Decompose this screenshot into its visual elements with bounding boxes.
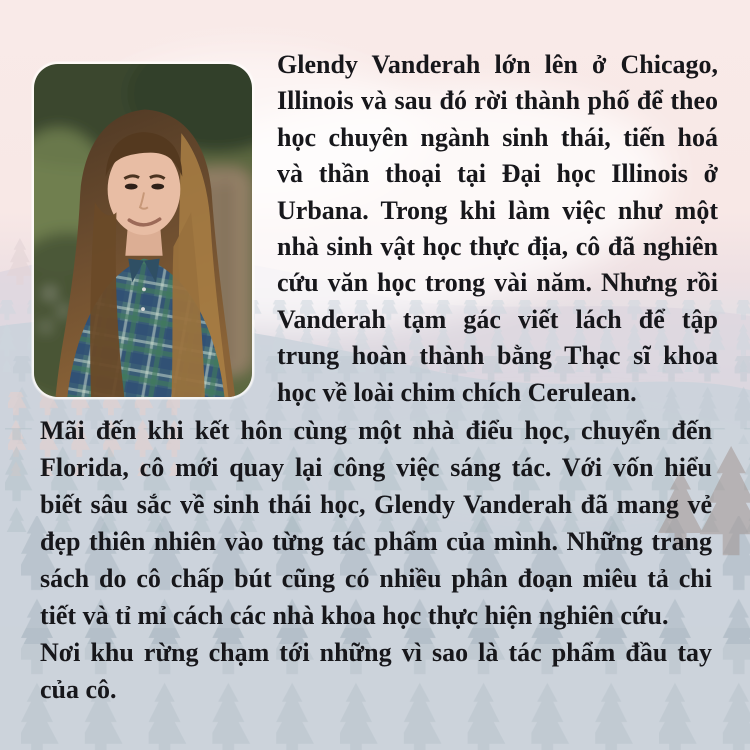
bio-text-line: Urbana. Trong khi làm việc như một (277, 195, 718, 225)
bio-text-line: Vanderah tạm gác viết lách để tập (277, 304, 718, 334)
eye-right (151, 184, 164, 190)
bio-text-line: Glendy Vanderah lớn lên ở Chicago, (277, 50, 718, 79)
bio-text-line: học về loài chim chích Cerulean. (277, 377, 637, 407)
bio-text-line: tiết và tỉ mỉ cách các nhà khoa học thực hiện nghiên cứu. (40, 601, 669, 630)
bio-text-line: và thần thoại tại Đại học Illinois ở (277, 159, 718, 189)
eye-left (125, 184, 138, 190)
author-portrait-illustration (34, 64, 252, 397)
bio-text-line: của cô. (40, 675, 117, 704)
bio-text-line: Illinois và sau đó rời thành phố để theo (277, 86, 718, 116)
bio-text-line: Mãi đến khi kết hôn cùng một nhà điểu học, chuyển đến (40, 416, 712, 445)
bio-right-column (277, 47, 718, 411)
bio-text-line: Florida, cô mới quay lại công việc sáng tác. Với vốn hiểu (40, 453, 712, 482)
bio-text-line: Nơi khu rừng chạm tới những vì sao là tác phẩm đầu tay (40, 638, 712, 667)
bio-text-line: học chuyên ngành sinh thái, tiến hoá (277, 122, 718, 152)
bio-text-line: sách do cô chấp bút cũng có nhiều phân đoạn miêu tả chi (40, 564, 712, 593)
bio-text-line: cứu văn học trong vài năm. Nhưng rồi (277, 268, 718, 298)
bio-text-line: trung hoàn thành bằng Thạc sĩ khoa (277, 341, 718, 371)
author-photo (32, 62, 254, 399)
bio-paragraph (40, 412, 712, 634)
bio-text-line: nhà sinh vật học thực địa, cô đã nghiên (277, 231, 718, 261)
bio-text-line: đẹp thiên nhiên vào từng tác phẩm của mình. Những trang (40, 527, 712, 556)
bio-text-line: biết sâu sắc về sinh thái học, Glendy Vanderah đã mang vẻ (40, 490, 712, 519)
bio-closing-paragraph (40, 634, 712, 708)
